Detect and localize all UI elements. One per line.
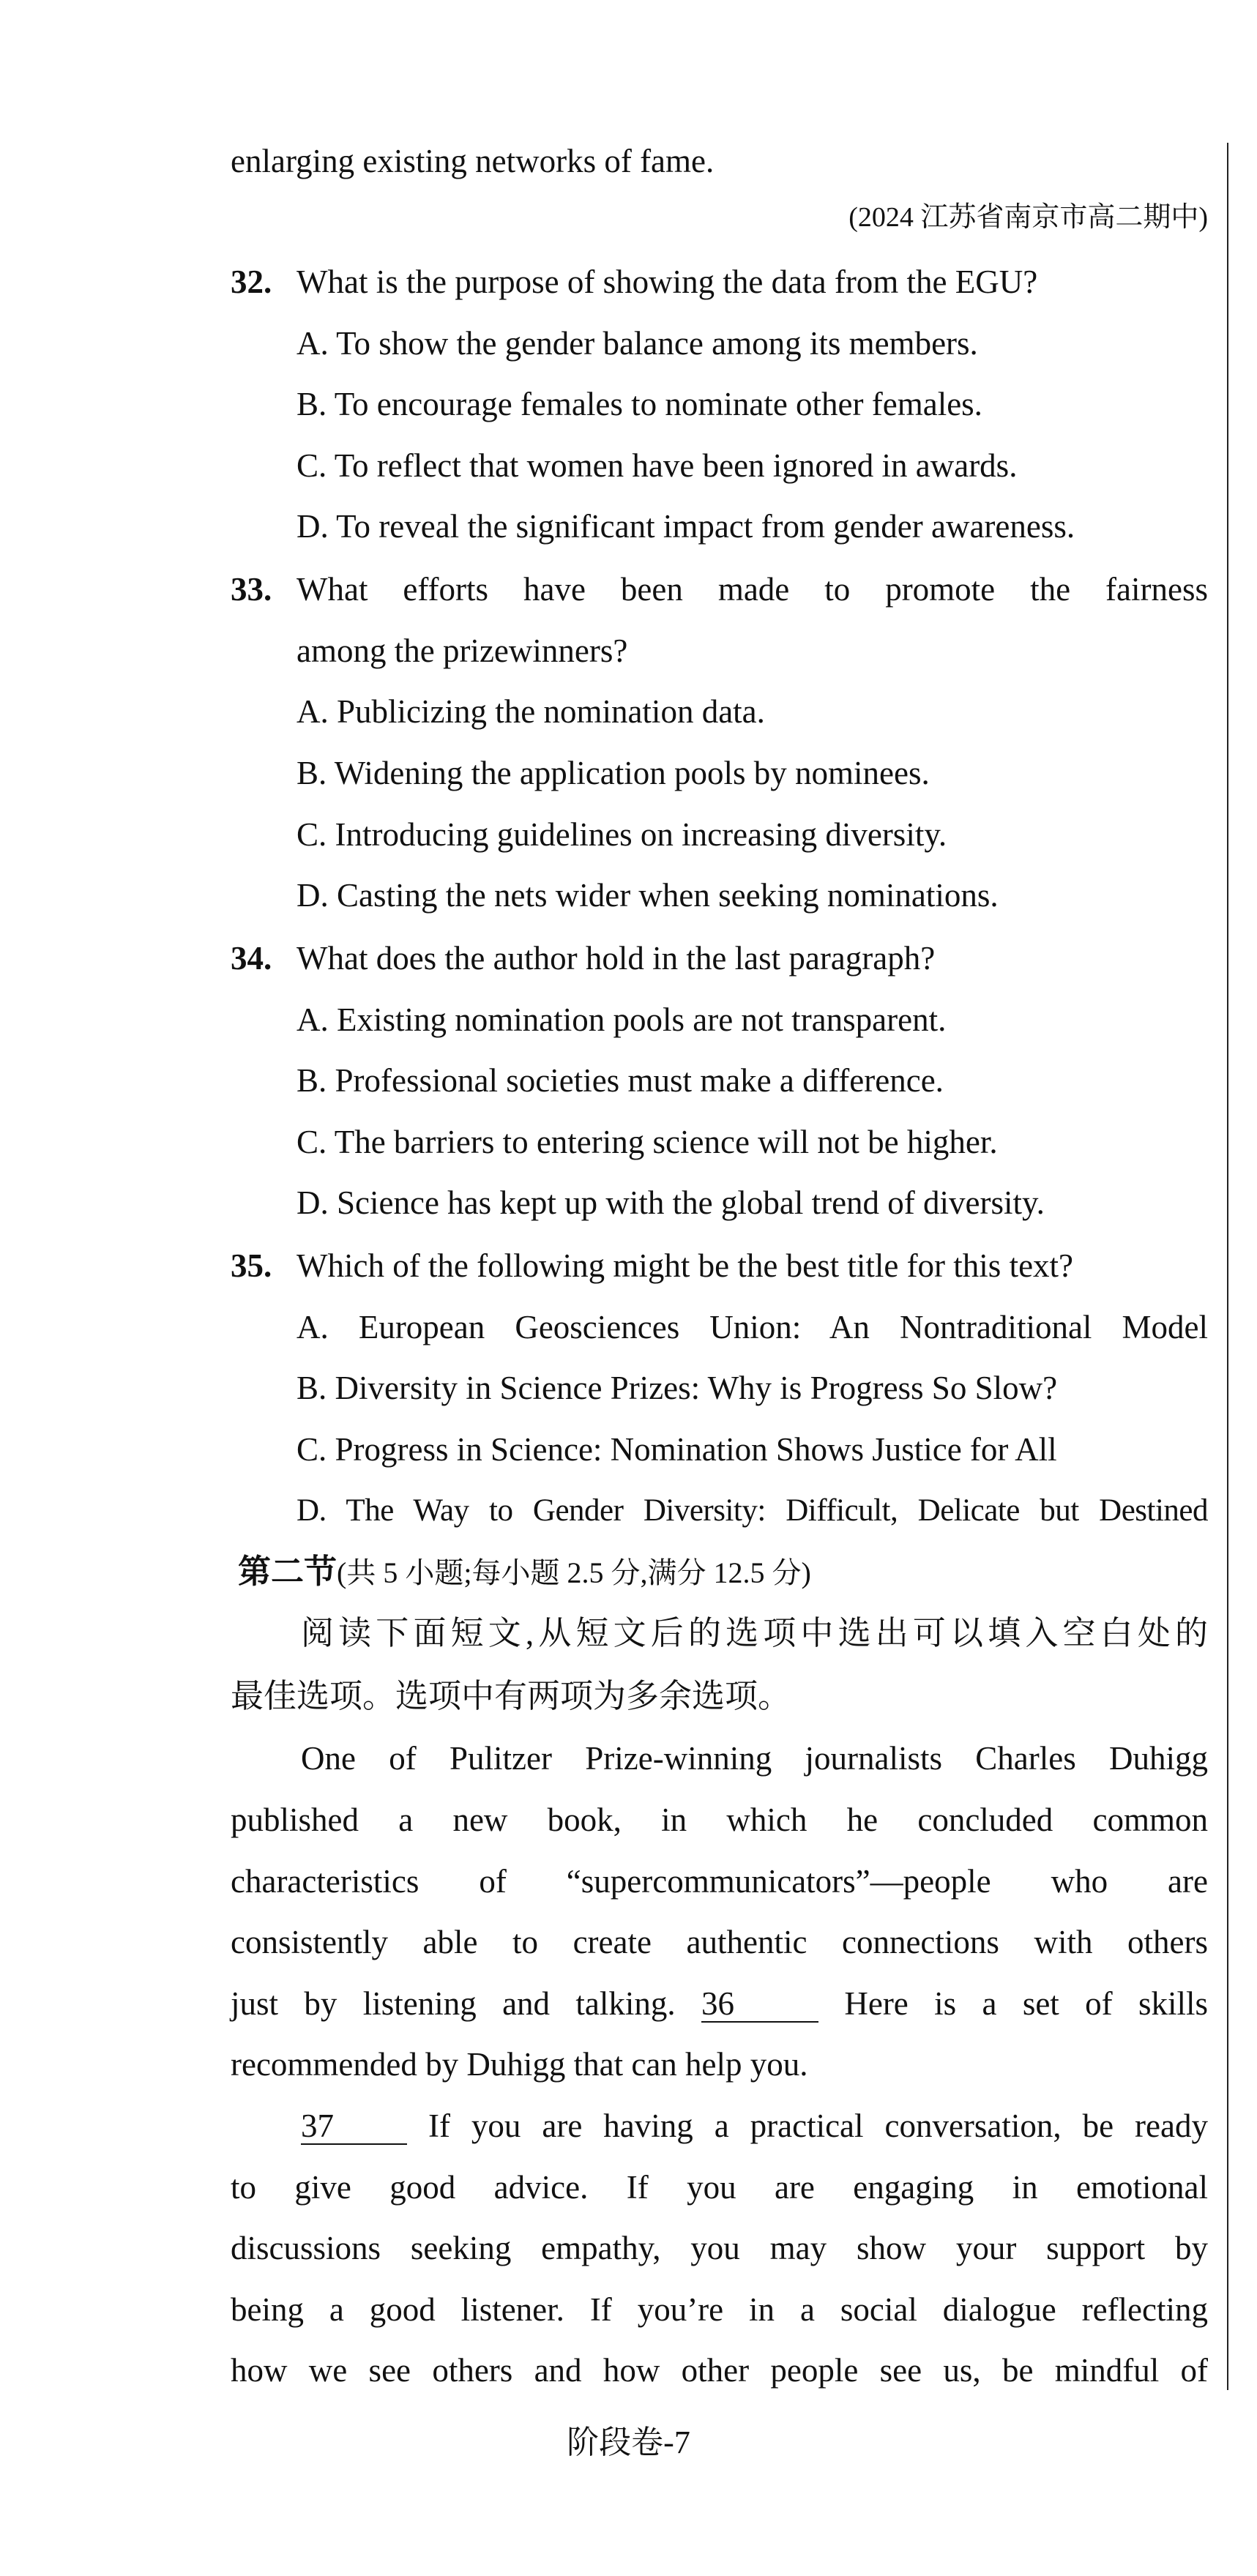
text-line: to give good advice. If you are engaging in emotional [231,2169,1208,2206]
text-line: discussions seeking empathy, you may show your support by [231,2230,1208,2266]
question-number: 34. [231,940,272,977]
text-fragment: Here is a set of skills [844,1985,1209,2022]
question-33 [231,567,1208,611]
option-35c: C. Progress in Science: Nomination Shows Justice for All [296,1431,1057,1468]
instructions-line-1: 阅读下面短文,从短文后的选项中选出可以填入空白处的 [301,1615,1208,1651]
blank-36: 36 [701,1986,818,2023]
source-note: (2024 江苏省南京市高二期中) [848,202,1208,233]
option-35a: A. European Geosciences Union: An Nontraditional Model [296,1309,1208,1345]
question-stem: Which of the following might be the best title for this text? [296,1247,1074,1284]
text-line: being a good listener. If you’re in a social dialogue reflecting [231,2291,1208,2328]
page-footer: 阶段卷-7 [567,2424,690,2460]
question-stem-cont: among the prizewinners? [296,632,628,669]
text-line [231,1982,1208,2026]
text-line [301,2104,1208,2148]
text-fragment: just by listening and talking. [231,1985,676,2022]
question-35 [231,1244,1073,1288]
question-number: 33. [231,571,272,608]
instructions-line-2: 最佳选项。选项中有两项为多余选项。 [231,1678,791,1714]
question-number: 32. [231,264,272,300]
question-stem: What efforts have been made to promote the fairness [296,571,1208,608]
option-34d: D. Science has kept up with the global trend of diversity. [296,1184,1045,1221]
blank-37: 37 [301,2108,407,2145]
option-33b: B. Widening the application pools by nominees. [296,755,930,791]
option-34a: A. Existing nomination pools are not transparent. [296,1001,947,1038]
question-32 [231,260,1037,304]
passage-end: enlarging existing networks of fame. [231,143,715,179]
option-33a: A. Publicizing the nomination data. [296,693,765,730]
margin-rule [1227,143,1228,2390]
text-line: how we see others and how other people see us, be mindful of [231,2352,1208,2389]
text-line: characteristics of “supercommunicators”—people who are [231,1863,1208,1900]
option-32a: A. To show the gender balance among its members. [296,325,978,362]
text-line: One of Pulitzer Prize-winning journalists Charles Duhigg [301,1740,1208,1777]
option-34c: C. The barriers to entering science will not be higher. [296,1124,998,1160]
question-stem: What does the author hold in the last paragraph? [296,940,936,977]
option-35d: D. The Way to Gender Diversity: Difficult, Delicate but Destined [296,1493,1208,1528]
question-number: 35. [231,1247,272,1284]
option-32d: D. To reveal the significant impact from gender awareness. [296,508,1075,545]
text-fragment: If you are having a practical conversation, be ready [428,2108,1208,2144]
section-header [238,1550,811,1594]
section-info: (共 5 小题;每小题 2.5 分,满分 12.5 分) [337,1556,811,1589]
question-34 [231,936,935,980]
text-line: consistently able to create authentic connections with others [231,1924,1208,1960]
option-34b: B. Professional societies must make a difference. [296,1062,944,1099]
option-33c: C. Introducing guidelines on increasing diversity. [296,816,947,853]
text-line: recommended by Duhigg that can help you. [231,2046,808,2083]
text-line: published a new book, in which he concluded common [231,1802,1208,1838]
option-32b: B. To encourage females to nominate other females. [296,386,982,422]
option-32c: C. To reflect that women have been ignored in awards. [296,447,1018,484]
option-35b: B. Diversity in Science Prizes: Why is Progress So Slow? [296,1370,1058,1406]
option-33d: D. Casting the nets wider when seeking nominations. [296,877,999,914]
question-stem: What is the purpose of showing the data from the EGU? [296,264,1038,300]
section-title: 第二节 [238,1553,337,1590]
